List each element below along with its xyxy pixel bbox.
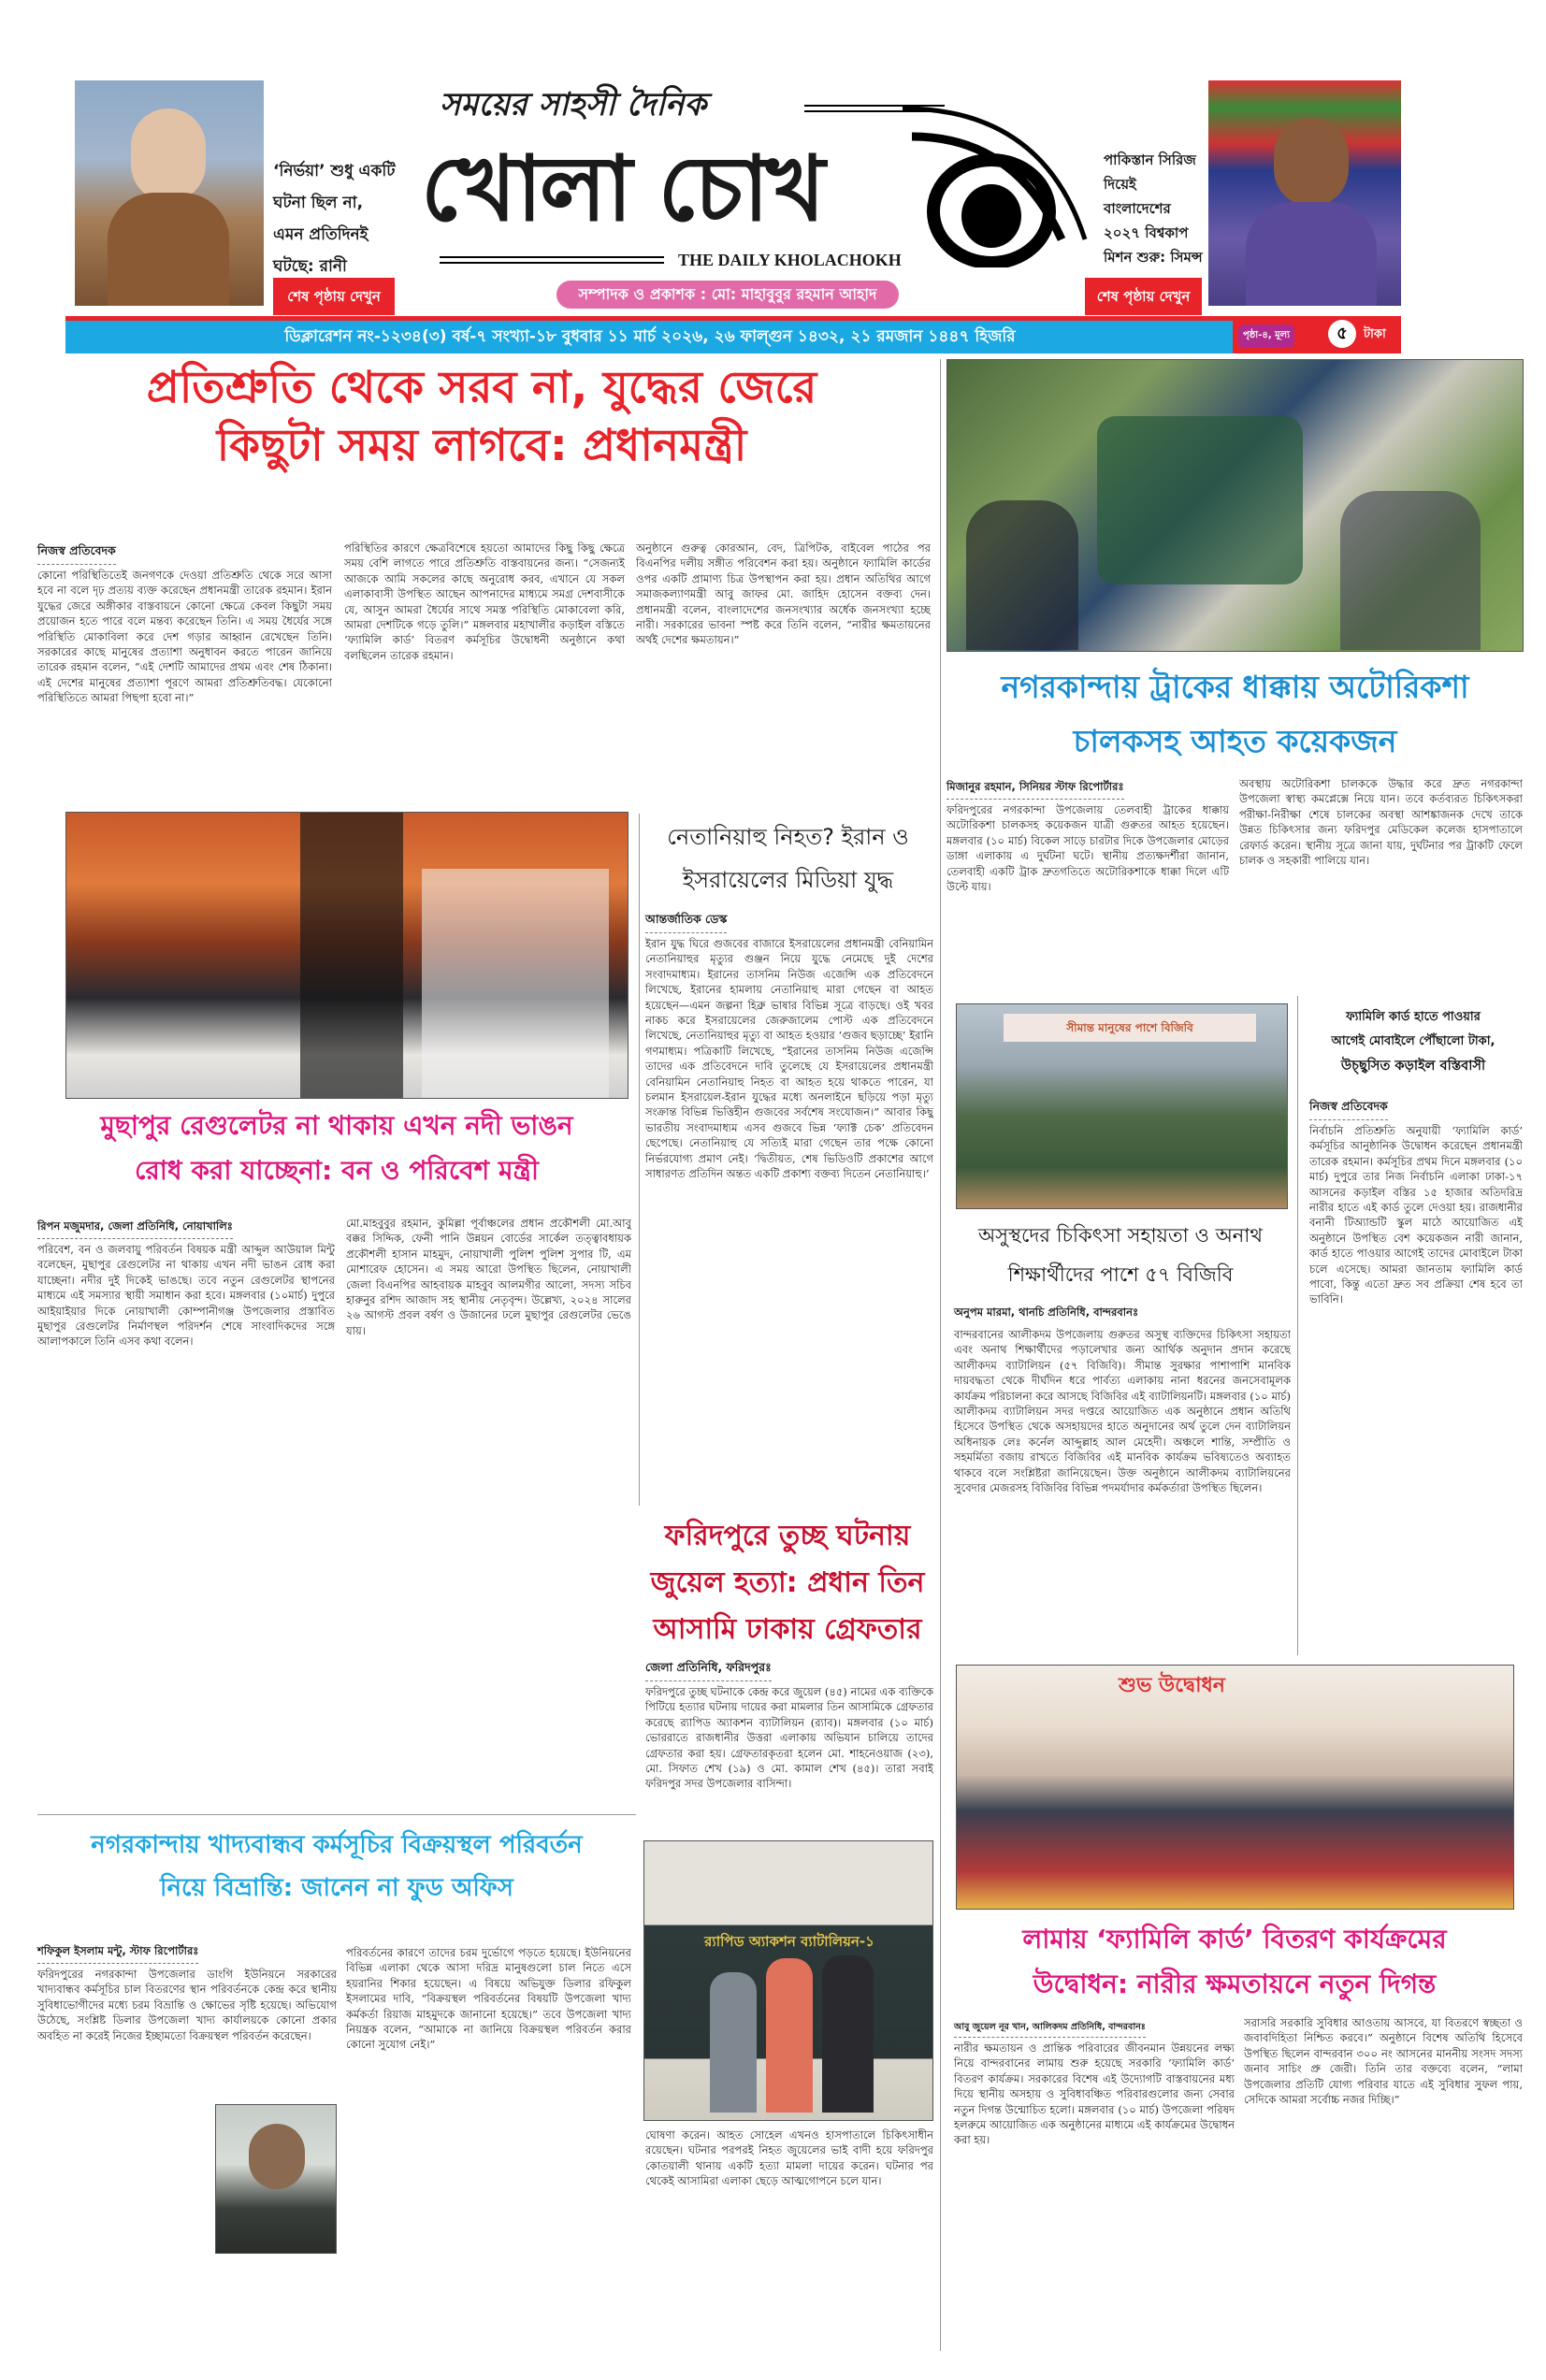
lama-byline: আবু জুয়েল নূর খান, আলিকদম প্রতিনিধি, বান্দরবানঃ <box>954 2021 1146 2038</box>
dateline-bar <box>65 316 1401 353</box>
food-col-1 <box>37 1940 337 2105</box>
faridpur-headline[interactable] <box>639 1513 936 1653</box>
bgb-banner: সীমান্ত মানুষের পাশে বিজিবি <box>1004 1014 1256 1042</box>
truck-headline[interactable] <box>946 660 1524 769</box>
logo-english-name: THE DAILY KHOLACHOKH <box>678 251 902 269</box>
lead-headline[interactable] <box>37 359 926 475</box>
food-headline-line: নগরকান্দায় খাদ্যবান্ধব কর্মসূচির বিক্রয়স্থল পরিবর্তন <box>91 1831 583 1859</box>
muchapur-body-2: মো.মাহবুবুর রহমান, কুমিল্লা পূর্বাঞ্চলের প্রধান প্রকৌশলী মো.আবু বক্কর সিদ্দিক, ফেনী পানি উন্নয়ন বোর্ডের সার্কেল তত্ত্বাবধায়ক প্রকৌশলী হাসান মাহমুদ, নোয়াখালী পুলিশ পুলিশ সুপার টি, এম মোশারেফ হোসেন। এ সময় আরো উপস্থিত ছিলেন, নোয়াখালী জেলা বিএনপির আহবায়ক মাহবুব আলমগীর আলো, সদস্য সচিব হারুনুর রশিদ আজাদ সহ স্থানীয় নেতৃবৃন্দ। উল্লেখ্য, ২০২৪ সালের ২৬ আগস্ট প্রবল বর্ষণ ও উজানের ঢলে মুছাপুর রেগুলেটর ভেঙে যায়। <box>346 1217 631 1337</box>
bgb-body-block <box>954 1302 1291 1665</box>
page-count: পৃষ্ঠা-৪, মূল্য <box>1238 325 1294 348</box>
masthead-logo <box>412 80 1094 275</box>
netanyahu-text: ইরান যুদ্ধ ঘিরে গুজবের বাজারে ইসরায়েলের প্রধানমন্ত্রী বেনিয়ামিন নেতানিয়াহুর মৃত্যুর গুঞ্জন নিয়ে যুদ্ধে নেমেছে দুই দেশের সংবাদমাধ্যম। ইরানের তাসনিম নিউজ এজেন্সি এক প্রতিবেদনে লিখেছে, ইরানের হামলায় নেতানিয়াহু মারা গেছেন বা আহত হয়েছেন—এমন জল্পনা হিব্রু ভাষার বিভিন্ন সূত্রে বাড়ছে। ওই খবর নাকচ করে ইসরায়েলের জেরুজালেম পোস্ট এক প্রতিবেদনে লিখেছে, নেতানিয়াহুর মৃত্যু বা আহত হওয়ার ‘গুজব ছড়াচ্ছে’ ইরানি গণমাধ্যম। পত্রিকাটি লিখেছে, “ইরানের তাসনিম নিউজ এজেন্সি তাদের এক প্রতিবেদনে দাবি তুলেছে যে ইসরায়েলের প্রধানমন্ত্রী বেনিয়ামিন নেতানিয়াহু নিহত বা আহত হয়ে থাকতে পারেন, যা চলমান ইসরায়েল-ইরান যুদ্ধের মধ্যে অনলাইনে ছড়িয়ে পড়া মৃত্যু সংক্রান্ত বিভিন্ন ভিত্তিহীন গুজবের সর্বশেষ সংযোজন।” আবার কিছু ভারতীয় সংবাদমাধ্যম এসব গুজবে ভিন্ন ‘ফ্যাক্ট চেক’ প্রতিবেদন ছেপেছে। নেতানিয়াহু যে সত্যিই মারা গেছেন তার পক্ষে কোনো নির্ভরযোগ্য প্রমাণ নেই। ‘দ্বিতীয়ত, শেষ ভিডিওটি প্রকাশের আগে সাধারণত প্রতিদিন অন্তত একটি প্রকাশ্য বক্তব্য দিতেন নেতানিয়াহু।’ <box>645 937 933 1181</box>
netanyahu-byline: আন্তর্জাতিক ডেস্ক <box>645 912 727 933</box>
lama-text-2: সরাসরি সরকারি সুবিধার আওতায় আসবে, যা বিতরণে স্বচ্ছতা ও জবাবদিহিতা নিশ্চিত করবে।” অনুষ্ঠানে বিশেষ অতিথি হিসেবে উপস্থিত ছিলেন বান্দরবান ৩০০ নং আসনের মাননীয় সংসদ সদস্য জনাব সাচিং প্রু জেরী। তিনি তার বক্তব্যে বলেন, “লামা উপজেলার প্রতিটি যোগ্য পরিবার যাতে এই সুবিধার সুফল পায়, সেদিকে আমরা সর্বোচ্চ নজর দিচ্ছি।” <box>1244 2016 1523 2107</box>
arrested-suspects-photo <box>643 1840 933 2121</box>
masthead-right-photo <box>1208 80 1401 306</box>
muchapur-col-2 <box>346 1216 631 1798</box>
logo-rule-bottom <box>440 256 664 264</box>
right-teaser[interactable] <box>1104 148 1205 269</box>
faridpur-headline-line: আসামি ঢাকায় গ্রেফতার <box>653 1613 922 1646</box>
faridpur-headline-line: ফরিদপুরে তুচ্ছ ঘটনায় <box>664 1520 911 1552</box>
lama-inauguration-photo <box>956 1665 1514 1910</box>
lama-banner: শুভ উদ্বোধন <box>1119 1674 1225 1697</box>
food-headline-line: নিয়ে বিভ্রান্তি: জানেন না ফুড অফিস <box>160 1874 513 1902</box>
family-card-body-block <box>1309 1096 1523 1660</box>
food-headline[interactable] <box>37 1824 636 1910</box>
faridpur-text-2: ঘোষণা করেন। আহত সোহেল এখনও হাসপাতালে চিকিৎসাধীন রয়েছেন। ঘটনার পরপরই নিহত জুয়েলের ভাই বাদী হয়ে ফরিদপুর কোতয়ালী থানায় একটি হত্যা মামলা দায়ের করেন। ঘটনার পর থেকেই আসামিরা এলাকা ছেড়ে আত্মগোপনে চলে যান। <box>645 2128 933 2188</box>
netanyahu-headline-line: নেতানিয়াহু নিহত? ইরান ও <box>667 824 909 850</box>
family-card-headline-line: উচ্ছ্বসিত কড়াইল বস্তিবাসী <box>1340 1059 1486 1074</box>
muchapur-headline[interactable] <box>37 1103 636 1193</box>
family-card-headline-line: আগেই মোবাইলে পৌঁছালো টাকা, <box>1331 1034 1495 1048</box>
food-col-2 <box>346 1945 631 2344</box>
lead-headline-line: কিছুটা সময় লাগবে: প্রধানমন্ত্রী <box>216 420 747 471</box>
truck-col-1 <box>946 776 1229 986</box>
lead-body-2: পরিস্থিতির কারণে ক্ষেত্রবিশেষে হয়তো আমাদের কিছু কিছু ক্ষেত্রে সময় বেশি লাগতে পারে প্রতিশ্রুতি বাস্তবায়নের জন্য। “সেজন্যই আজকে আমি সকলের কাছে অনুরোধ করব, এখানে যে সকল এলাকাবাসী উপস্থিত আছেন আপনাদের মাধ্যমে সমগ্র দেশবাসীকে যে, আসুন আমরা ধৈর্যের সাথে সমস্ত পরিস্থিতি মোকাবেলা করি, আমরা দেশটিকে গড়ে তুলি।” মঙ্গলবার মহাখালীর কড়াইল বস্তিতে ‘ফ্যামিলি কার্ড’ বিতরণ কর্মসূচির উদ্বোধনী অনুষ্ঠানে কথা বলছিলেন তারেক রহমান। <box>344 541 625 662</box>
truck-body-1: ফরিদপুরের নগরকান্দা উপজেলায় তেলবাহী ট্রাকের ধাক্কায় অটোরিকশা চালকসহ কয়েকজন যাত্রী গুরুতর আহত হয়েছেন। মঙ্গলবার (১০ মার্চ) বিকেল সাড়ে চারটার দিকে উপজেলার মোড়ের ডাঙ্গা এলাকায় এ দুর্ঘটনা ঘটে। স্থানীয় প্রত্যক্ষদর্শীরা জানান, তেলবাহী একটি ট্রাক দ্রুতগতিতে অটোরিকশাকে ধাক্কা দিলে এটি উল্টে যায়। <box>946 803 1229 894</box>
muchapur-byline: রিপন মজুমদার, জেলা প্রতিনিধি, নোয়াখালিঃ <box>37 1219 233 1239</box>
bgb-event-photo <box>956 1003 1288 1209</box>
lama-headline-line: লামায় ‘ফ্যামিলি কার্ড’ বিতরণ কার্যক্রমের <box>1022 1924 1447 1954</box>
family-card-headline[interactable] <box>1302 1005 1524 1078</box>
price-currency: টাকা <box>1364 327 1386 341</box>
lead-body-1: কোনো পরিস্থিতিতেই জনগণকে দেওয়া প্রতিশ্রুতি থেকে সরে আসা হবে না বলে দৃঢ় প্রত্যয় ব্যক্ত করেছেন প্রধানমন্ত্রী তারেক রহমান। ইরান যুদ্ধের জেরে অঙ্গীকার বাস্তবায়নে কোনো ক্ষেত্রে কেবল কিছুটা সময় প্রয়োজন হতে পারে বলে মন্তব্য করেছেন তিনি। এ সময় ধৈর্যের সঙ্গে পরিস্থিতি মোকাবিলা করে দেশ গড়ার আহ্বান রেখেছেন তিনি। সরকারের কাছে মানুষের প্রত্যাশা অনুধাবন করতে পারেন জানিয়ে তারেক রহমান বলেন, “এই দেশটি আমাদের প্রথম এবং শেষ ঠিকানা। এই দেশের মানুষের প্রত্যাশা পূরণে আমরা প্রতিশ্রুতিবদ্ধ। যেকোনো পরিস্থিতিতে আমরা পিছপা হবো না।” <box>37 569 332 705</box>
lama-headline-line: উদ্বোধন: নারীর ক্ষমতায়নে নতুন দিগন্ত <box>1033 1969 1437 1999</box>
truck-headline-line: নগরকান্দায় ট্রাকের ধাক্কায় অটোরিকশা <box>1001 669 1469 705</box>
logo-tagline: সময়ের সাহসী দৈনিক <box>440 86 707 123</box>
right-teaser-line: ২০২৭ বিশ্বকাপ <box>1104 224 1189 241</box>
muchapur-col-1 <box>37 1216 335 1809</box>
lead-col-2 <box>344 541 625 801</box>
masthead-left-photo <box>75 80 264 306</box>
lama-col-1 <box>954 2015 1235 2362</box>
right-teaser-line: পাকিস্তান সিরিজ <box>1104 151 1196 168</box>
price-box <box>1233 316 1401 353</box>
left-teaser-line: এমন প্রতিদিনই <box>273 225 368 244</box>
family-card-divider <box>1297 996 1298 1655</box>
eye-logo-icon <box>903 99 1090 267</box>
left-teaser-line: ঘটনা ছিল না, <box>273 194 364 212</box>
muchapur-headline-line: মুছাপুর রেগুলেটর না থাকায় এখন নদী ভাঙন <box>100 1110 573 1141</box>
muchapur-body-1: পরিবেশ, বন ও জলবায়ু পরিবর্তন বিষয়ক মন্ত্রী আব্দুল আউয়াল মিন্টু বলেছেন, মুছাপুর রেগুলেটর না থাকায় এখন নদী ভাঙন রোধ করা যাচ্ছেনা। নদীর দুই দিকেই ভাঙছে। তবে নতুন রেগুলেটর স্থাপনের মাধ্যমে এই সমস্যার স্থায়ী সমাধান করা হবে। মঙ্গলবার (১০মার্চ) দুপুরে আইয়াইয়ার দিকে নোয়াখালী কোম্পানীগঞ্জ উপজেলার প্রস্তাবিত মুছাপুর রেগুলেটর নির্মাণস্থল পরিদর্শন শেষে সাংবাদিকদের সঙ্গে আলাপকালে তিনি এসব কথা বলেন। <box>37 1243 335 1349</box>
netanyahu-headline[interactable] <box>641 815 935 902</box>
lead-col-1 <box>37 541 332 813</box>
section-divider <box>37 1814 636 1815</box>
truck-byline: মিজানুর রহমান, সিনিয়র স্টাফ রিপোর্টারঃ <box>946 779 1124 800</box>
left-teaser[interactable] <box>273 155 399 282</box>
dateline-text: ডিক্লারেশন নং-১২৩৪(৩) বর্ষ-৭ সংখ্যা-১৮ বুধবার ১১ মার্চ ২০২৬, ২৬ ফাল্গুন ১৪৩২, ২১ রমজান ১৪৪৭ হিজরি <box>284 327 1016 346</box>
bgb-headline[interactable] <box>946 1216 1294 1294</box>
bgb-headline-line: শিক্ষার্থীদের পাশে ৫৭ বিজিবি <box>1007 1263 1234 1286</box>
truck-headline-line: চালকসহ আহত কয়েকজন <box>1073 723 1397 759</box>
right-teaser-line: দিয়েই <box>1104 176 1136 193</box>
family-card-headline-line: ফ্যামিলি কার্ড হাতে পাওয়ার <box>1346 1010 1481 1024</box>
lead-byline: নিজস্ব প্রতিবেদক <box>37 543 116 565</box>
lead-body-3: অনুষ্ঠানে গুরুত্ব কোরআন, বেদ, ত্রিপিটক, বাইবেল পাঠের পর বিএনপির দলীয় সঙ্গীত পরিবেশন করা হয়। অনুষ্ঠানে ফ্যামিলি কার্ডের ওপর একটি প্রামাণ্য চিত্র উপস্থাপন করা হয়। প্রধান অতিথির আগে সমাজকল্যাণমন্ত্রী আবু জাফর মো. জাহিদ হোসেন বক্তব্য দেন। প্রধানমন্ত্রী বলেন, বাংলাদেশের জনসংখ্যার অর্ধেক জনসংখ্যা হচ্ছে নারী। সরকারের ভাবনা স্পষ্ট করে তিনি বলেন, “নারীর ক্ষমতায়নের অর্থই দেশের ক্ষমতায়ন।” <box>636 541 931 647</box>
right-see-last-page-link[interactable]: শেষ পৃষ্ঠায় দেখুন <box>1085 278 1202 315</box>
netanyahu-body <box>645 909 933 1504</box>
lama-headline[interactable] <box>945 1917 1524 2007</box>
faridpur-body-block-2 <box>645 2128 933 2358</box>
family-card-byline: নিজস্ব প্রতিবেদক <box>1309 1099 1388 1120</box>
lama-text-1: নারীর ক্ষমতায়ন ও প্রান্তিক পরিবারের জীবনমান উন্নয়নের লক্ষ্য নিয়ে বান্দরবানের লামায় শুরু হয়েছে সরকারি ‘ফ্যামিলি কার্ড’ বিতরণ কার্যক্রম। সরকারের বিশেষ এই উদ্যোগটি বাস্তবায়নের মধ্য দিয়ে স্থানীয় অসহায় ও সুবিধাবঞ্চিত পরিবারগুলোর জন্য সেবার নতুন দিগন্ত উন্মোচিত হলো। মঙ্গলবার (১০ মার্চ) উপজেলা পরিষদ হলরুমে আয়োজিত এক অনুষ্ঠানের মাধ্যমে এই কার্যক্রমের উদ্বোধন করা হয়। <box>954 2041 1235 2147</box>
truck-accident-photo <box>946 359 1524 652</box>
bgb-text: বান্দরবানের আলীকদম উপজেলায় গুরুতর অসুস্থ ব্যক্তিদের চিকিৎসা সহায়তা এবং অনাথ শিক্ষার্থীদের পড়ালেখার জন্য আর্থিক অনুদান প্রদান করেছে আলীকদম ব্যাটালিয়ন (৫৭ বিজিবি)। সীমান্ত সুরক্ষার পাশাপাশি মানবিক দায়বদ্ধতা থেকে দীর্ঘদিন ধরে পার্বত্য এলাকায় নানা ধরনের জনসেবামূলক কার্যক্রম পরিচালনা করে আসছে বিজিবির এই ব্যাটালিয়নটি। মঙ্গলবার (১০ মার্চ) আলীকদম ব্যাটালিয়ন সদর দপ্তরে আয়োজিত এক অনুষ্ঠানে প্রধান অতিথি হিসেবে উপস্থিত থেকে অসহায়দের হাতে অনুদানের অর্থ তুলে দেন ব্যাটালিয়ন অধিনায়ক লেঃ কর্নেল আব্দুল্লাহ আল মেহেদী। অঞ্চলে শান্তি, সম্প্রীতি ও সহমর্মিতা বজায় রাখতে বিজিবির এই মানবিক কার্যক্রম ভবিষ্যতেও অব্যাহত থাকবে বলে সংশ্লিষ্টরা জানিয়েছেন। উক্ত অনুষ্ঠানে আলীকদম ব্যাটালিয়নের সুবেদার মেজরসহ বিজিবির বিভিন্ন পদমর্যাদার কর্মকর্তারা উপস্থিত ছিলেন। <box>954 1328 1291 1495</box>
food-byline: শফিকুল ইসলাম মন্টু, স্টাফ রিপোর্টারঃ <box>37 1943 198 1964</box>
truck-col-2 <box>1239 776 1523 975</box>
faridpur-text: ফরিদপুরে তুচ্ছ ঘটনাকে কেন্দ্র করে জুয়েল (৪৫) নামের এক ব্যক্তিকে পিটিয়ে হত্যার ঘটনায় দায়ের করা মামলার তিন আসামিকে গ্রেফতার করেছে র‍্যাপিড অ্যাকশন ব্যাটালিয়ন (র‍্যাব)। মঙ্গলবার (১০ মার্চ) ভোররাতে রাজধানীর উত্তরা এলাকায় অভিযান চালিয়ে তাদের গ্রেফতার করা হয়। গ্রেফতারকৃতরা হলেন মো. শাহনেওয়াজ (২৩), মো. সিফাত শেখ (১৯) ও মো. কামাল শেখ (৪৫)। তারা সবাই ফরিদপুর সদর উপজেলার বাসিন্দা। <box>645 1685 933 1791</box>
logo-name: খোলা চোখ <box>421 137 823 241</box>
right-teaser-line: মিশন শুরু: সিমন্স <box>1104 249 1203 266</box>
left-see-last-page-link[interactable]: শেষ পৃষ্ঠায় দেখুন <box>273 278 395 315</box>
food-text-2: পরিবর্তনের কারণে তাদের চরম দুর্ভোগে পড়তে হয়েছে। ইউনিয়নের বিভিন্ন এলাকা থেকে আসা দরিদ্র মানুষগুলো চাল নিতে এসে হয়রানির শিকার হয়েছেন। এ বিষয়ে অভিযুক্ত ডিলার রফিকুল ইসলামের দাবি, “বিক্রয়স্থল পরিবর্তনের বিষয়টি উপজেলা খাদ্য কর্মকর্তা রিয়াজ মাহমুদকে জানানো হয়েছে।” তবে উপজেলা খাদ্য নিয়ন্ত্রক বলেন, “আমাকে না জানিয়ে বিক্রয়স্থল পরিবর্তন করার কোনো সুযোগ নেই।” <box>346 1946 631 2052</box>
faridpur-headline-line: জুয়েল হত্যা: প্রধান তিন <box>650 1566 925 1599</box>
price-value: ৫ <box>1328 320 1356 348</box>
food-dealer-photo <box>215 2104 337 2254</box>
muchapur-headline-line: রোধ করা যাচ্ছেনা: বন ও পরিবেশ মন্ত্রী <box>135 1155 539 1186</box>
lead-headline-line: প্রতিশ্রুতি থেকে সরব না, যুদ্ধের জেরে <box>146 362 817 413</box>
lama-col-2 <box>1244 2015 1523 2352</box>
minister-rally-photo <box>65 812 629 1099</box>
food-text-1: ফরিদপুরের নগরকান্দা উপজেলার ডাংগি ইউনিয়নে সরকারের খাদ্যবান্ধব কর্মসূচির চাল বিতরণের স্থান পরিবর্তনকে কেন্দ্র করে স্থানীয় সুবিধাভোগীদের মধ্যে চরম বিভ্রান্তি ও ক্ষোভের সৃষ্টি হয়েছে। অভিযোগ উঠেছে, সংশ্লিষ্ট ডিলার উপজেলা খাদ্য কার্যালয়কে কোনো প্রকার অবহিত না করেই নিজের ইচ্ছামতো বিক্রয়স্থল পরিবর্তন করেছেন। <box>37 1968 337 2042</box>
bgb-headline-line: অসুস্থদের চিকিৎসা সহায়তা ও অনাথ <box>978 1224 1263 1247</box>
rab-banner: র‍্যাপিড অ্যাকশন ব্যাটালিয়ন-১ <box>704 1933 874 1950</box>
faridpur-byline: জেলা প্রতিনিধি, ফরিদপুরঃ <box>645 1660 772 1681</box>
faridpur-body-block <box>645 1657 933 1838</box>
lead-col-3 <box>636 541 931 801</box>
netanyahu-headline-line: ইসরায়েলের মিডিয়া যুদ্ধ <box>682 867 894 893</box>
family-card-text: নির্বাচনি প্রতিশ্রুতি অনুযায়ী ‘ফ্যামিলি কার্ড’ কর্মসূচির আনুষ্ঠানিক উদ্বোধন করেছেন প্রধানমন্ত্রী তারেক রহমান। কর্মসূচির প্রথম দিনে মঙ্গলবার (১০ মার্চ) দুপুরে তার নিজ নির্বাচনি এলাকা ঢাকা-১৭ আসনের কড়াইল বস্তির ১৫ হাজার অতিদরিদ্র নারীর হাতে এই কার্ড তুলে দেওয়া হয়। রাজধানীর বনানী টিঅ্যান্ডটি স্কুল মাঠে আয়োজিত এই অনুষ্ঠানে উপস্থিত বেশ কয়েকজন নারী জানান, কার্ড হাতে পাওয়ার আগেই তাদের মোবাইলে টাকা চলে এসেছে। আমরা জানতাম ফ্যামিলি কার্ড পাবো, কিন্তু এতো দ্রুত সব প্রক্রিয়া শেষ হবে তা ভাবিনি। <box>1309 1124 1523 1306</box>
right-teaser-line: বাংলাদেশের <box>1104 200 1171 217</box>
column-divider <box>940 359 941 2351</box>
left-teaser-line: ঘটছে: রানী <box>273 257 347 276</box>
bgb-byline: অনুপম মারমা, থানচি প্রতিনিধি, বান্দরবানঃ <box>954 1305 1139 1319</box>
left-teaser-line: ‘নির্ভয়া’ শুধু একটি <box>273 162 396 180</box>
truck-body-2: অবস্থায় অটোরিকশা চালককে উদ্ধার করে দ্রুত নগরকান্দা উপজেলা স্বাস্থ্য কমপ্লেক্সে নিয়ে যান। তবে কর্তব্যরত চিকিৎসকরা পরীক্ষা-নিরীক্ষা শেষে চালকের অবস্থা আশঙ্কাজনক দেখে তাকে উন্নত চিকিৎসার জন্য ফরিদপুর মেডিকেল কলেজ হাসপাতালে রেফার্ড করেন। স্থানীয় সূত্রে জানা যায়, দুর্ঘটনার পর ট্রাকটি ফেলে চালক ও সহকারী পালিয়ে যান। <box>1239 777 1523 868</box>
editor-publisher-badge: সম্পাদক ও প্রকাশক : মো: মাহাবুবুর রহমান আহাদ <box>556 281 899 309</box>
